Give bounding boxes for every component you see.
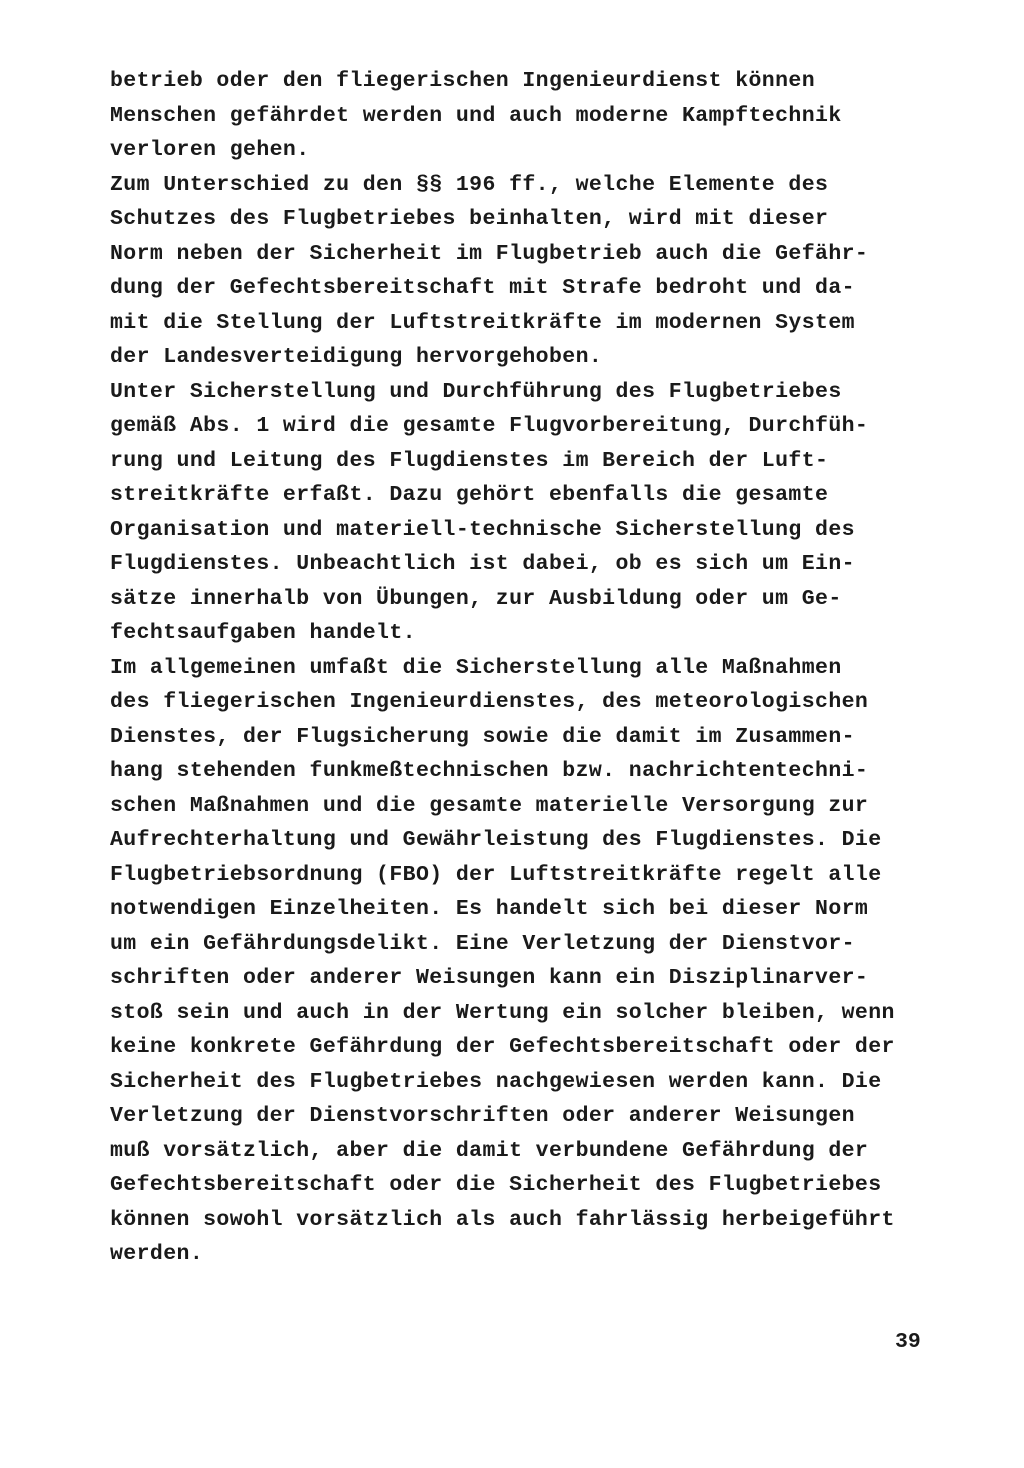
text-line: Aufrechterhaltung und Gewährleistung des Flugdienstes. Die	[110, 828, 882, 852]
text-line: sätze innerhalb von Übungen, zur Ausbildung oder um Ge-	[110, 586, 842, 611]
text-line: fechtsaufgaben handelt.	[110, 621, 416, 645]
text-line: rung und Leitung des Flugdienstes im Bereich der Luft-	[110, 448, 829, 473]
text-line: betrieb oder den fliegerischen Ingenieurdienst können	[110, 69, 816, 93]
text-line: schriften oder anderer Weisungen kann ein Disziplinarver-	[110, 966, 869, 990]
body-text	[110, 64, 950, 1272]
text-line: notwendigen Einzelheiten. Es handelt sich bei dieser Norm	[110, 897, 869, 921]
text-line: Verletzung der Dienstvorschriften oder anderer Weisungen	[110, 1104, 855, 1128]
text-line: verloren gehen.	[110, 138, 310, 162]
text-line: des fliegerischen Ingenieurdienstes, des meteorologischen	[110, 690, 869, 714]
page-number: 39	[895, 1330, 921, 1354]
text-line: der Landesverteidigung hervorgehoben.	[110, 345, 603, 369]
text-line: Menschen gefährdet werden und auch moderne Kampftechnik	[110, 103, 842, 128]
text-line: Im allgemeinen umfaßt die Sicherstellung alle Maßnahmen	[110, 655, 842, 680]
text-line: Organisation und materiell-technische Sicherstellung des	[110, 517, 855, 542]
text-line: Norm neben der Sicherheit im Flugbetrieb auch die Gefähr-	[110, 241, 869, 266]
text-line: dung der Gefechtsbereitschaft mit Strafe bedroht und da-	[110, 276, 855, 300]
text-line: Flugdienstes. Unbeachtlich ist dabei, ob es sich um Ein-	[110, 552, 855, 576]
text-line: keine konkrete Gefährdung der Gefechtsbereitschaft oder der	[110, 1035, 895, 1059]
text-line: Zum Unterschied zu den §§ 196 ff., welche Elemente des	[110, 172, 829, 197]
text-line: Flugbetriebsordnung (FBO) der Luftstreitkräfte regelt alle	[110, 862, 882, 887]
text-line: hang stehenden funkmeßtechnischen bzw. nachrichtentechni-	[110, 759, 869, 783]
text-line: Sicherheit des Flugbetriebes nachgewiesen werden kann. Die	[110, 1069, 882, 1094]
text-line: Gefechtsbereitschaft oder die Sicherheit des Flugbetriebes	[110, 1173, 882, 1197]
text-line: um ein Gefährdungsdelikt. Eine Verletzung der Dienstvor-	[110, 931, 855, 956]
text-line: Schutzes des Flugbetriebes beinhalten, wird mit dieser	[110, 207, 829, 231]
text-line: Dienstes, der Flugsicherung sowie die damit im Zusammen-	[110, 724, 855, 749]
text-line: stoß sein und auch in der Wertung ein solcher bleiben, wenn	[110, 1000, 895, 1025]
text-line: schen Maßnahmen und die gesamte materielle Versorgung zur	[110, 793, 869, 818]
text-line: werden.	[110, 1242, 204, 1266]
text-line: können sowohl vorsätzlich als auch fahrlässig herbeigeführt	[110, 1207, 895, 1232]
text-line: muß vorsätzlich, aber die damit verbundene Gefährdung der	[110, 1138, 869, 1163]
text-line: Unter Sicherstellung und Durchführung des Flugbetriebes	[110, 379, 842, 404]
text-line: gemäß Abs. 1 wird die gesamte Flugvorbereitung, Durchfüh-	[110, 414, 869, 438]
text-line: mit die Stellung der Luftstreitkräfte im modernen System	[110, 310, 855, 335]
text-line: streitkräfte erfaßt. Dazu gehört ebenfalls die gesamte	[110, 483, 829, 507]
